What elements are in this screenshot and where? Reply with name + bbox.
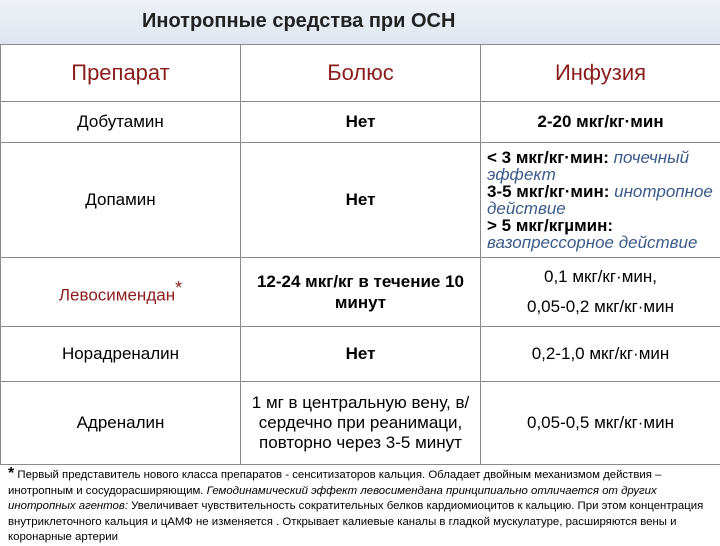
bolus-value: Нет	[241, 327, 481, 382]
title-bar	[0, 0, 720, 45]
footnote-part3: Увеличивает чувствительность сократительных белков кардиомиоцитов к кальцию. При этом концентрация внутриклеточного кальция и цАМФ не изменяется . Открывает калиевые каналы в гладкой мускулатуре, расширяются вены и коронарные артерии	[8, 500, 703, 543]
drug-name: Допамин	[1, 143, 241, 258]
table-row	[1, 143, 720, 258]
header-infusion: Инфузия	[481, 45, 720, 102]
drug-table	[0, 44, 720, 465]
drug-name: Адреналин	[1, 382, 241, 465]
bolus-value: 1 мг в центральную вену, в/сердечно при реанимаци, повторно через 3-5 минут	[241, 382, 481, 465]
bolus-value: 12-24 мкг/кг в течение 10 минут	[241, 258, 481, 327]
footnote-mark: *	[8, 465, 14, 482]
page-title: Инотропные средства при ОСН	[142, 10, 455, 33]
table-row	[1, 327, 720, 382]
footnote-part2: Гемодинамический эффект левосимендана принципиально отличается от других инотропных агентов:	[8, 485, 657, 513]
infusion-value: 0,05-0,5 мкг/кг·мин	[481, 382, 720, 465]
header-bolus: Болюс	[241, 45, 481, 102]
header-drug: Препарат	[1, 45, 241, 102]
bolus-value: Нет	[241, 143, 481, 258]
footnote-marker: *	[175, 278, 182, 298]
bolus-value: Нет	[241, 102, 481, 143]
infusion-value: 2-20 мкг/кг·мин	[481, 102, 720, 143]
table-row	[1, 102, 720, 143]
drug-name: Норадреналин	[1, 327, 241, 382]
footnote-part1: Первый представитель нового класса препаратов - сенситизаторов кальция. Обладает двойным механизмом действия – инотропным и сосудорасширяющим.	[8, 469, 661, 497]
dose-line: < 3 мкг/кг·мин: почечный эффект	[487, 149, 714, 183]
dose-line: 3-5 мкг/кг·мин: инотропное действие	[487, 183, 714, 217]
drug-name: Добутамин	[1, 102, 241, 143]
dose-line: > 5 мкг/кгµмин: вазопрессорное действие	[487, 217, 714, 251]
table-row	[1, 382, 720, 465]
footnote	[8, 466, 714, 546]
table-header-row	[1, 45, 720, 102]
infusion-value: 0,1 мкг/кг·мин, 0,05-0,2 мкг/кг·мин	[481, 258, 720, 327]
infusion-value: 0,2-1,0 мкг/кг·мин	[481, 327, 720, 382]
infusion-value	[481, 143, 720, 258]
table-row	[1, 258, 720, 327]
drug-name: Левосимендан*	[1, 258, 241, 327]
